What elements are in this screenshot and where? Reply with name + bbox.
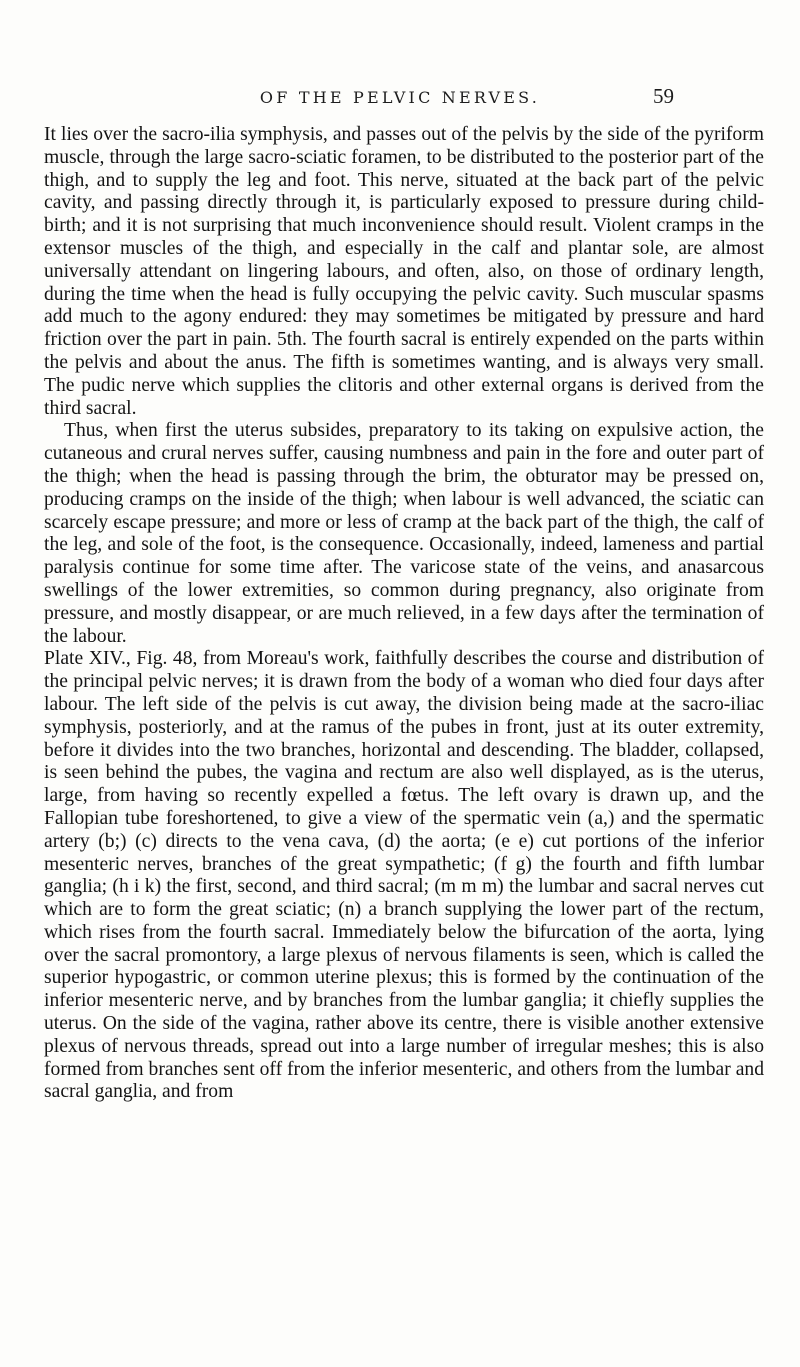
running-head: OF THE PELVIC NERVES. — [259, 88, 541, 107]
body-text — [44, 124, 764, 1104]
page-header — [0, 84, 800, 118]
paragraph-3: Plate XIV., Fig. 48, from Moreau's work, faithfully describes the course and distribution of the principal pelvic nerves; it is drawn from the body of a woman who died four days after labour. The left side of the pelvis is cut away, the division being made at the sacro-iliac symphysis, posteriorly, and at the ramus of the pubes in front, just at its outer extremity, before it divides into the two branches, horizontal and descending. The bladder, collapsed, is seen behind the pubes, the vagina and rectum are also well displayed, as is the uterus, large, from having so recently expelled a fœtus. The left ovary is drawn up, and the Fallopian tube foreshortened, to give a view of the spermatic vein (a,) and the spermatic artery (b;) (c) directs to the vena cava, (d) the aorta; (e e) cut portions of the inferior mesenteric nerves, branches of the great sympathetic; (f g) the fourth and fifth lumbar ganglia; (h i k) the first, second, and third sacral; (m m m) the lumbar and sacral nerves cut which are to form the great sciatic; (n) a branch supplying the lower part of the rectum, which rises from the fourth sacral. Immediately below the bifurcation of the aorta, lying over the sacral promontory, a large plexus of nervous filaments is seen, which is called the superior hypogastric, or common uterine plexus; this is formed by the continuation of the inferior mesenteric nerve, and by branches from the lumbar ganglia; it chiefly supplies the uterus. On the side of the vagina, rather above its centre, there is visible another extensive plexus of nervous threads, spread out into a large number of irregular meshes; this is also formed from branches sent off from the inferior mesenteric, and others from the lumbar and sacral ganglia, and from — [44, 648, 764, 1103]
paragraph-2: Thus, when first the uterus subsides, preparatory to its taking on expulsive action, the cutaneous and crural nerves suffer, causing numbness and pain in the fore and outer part of the thigh; when the head is passing through the brim, the obturator may be pressed on, producing cramps on the inside of the thigh; when labour is well advanced, the sciatic can scarcely escape pressure; and more or less of cramp at the back part of the thigh, the calf of the leg, and sole of the foot, is the consequence. Occasionally, indeed, lameness and partial paralysis continue for some time after. The varicose state of the veins, and anasarcous swellings of the lower extremities, so common during pregnancy, also originate from pressure, and mostly disappear, or are much relieved, in a few days after the termination of the labour. — [44, 420, 764, 647]
page-number: 59 — [653, 84, 674, 108]
paragraph-1: It lies over the sacro-ilia symphysis, and passes out of the pelvis by the side of the pyriform muscle, through the large sacro-sciatic foramen, to be distributed to the posterior part of the thigh, and to supply the leg and foot. This nerve, situated at the back part of the pelvic cavity, and passing directly through it, is particularly exposed to pressure during child-birth; and it is not surprising that much inconvenience should result. Violent cramps in the extensor muscles of the thigh, and especially in the calf and plantar sole, are almost universally attendant on lingering labours, and often, also, on those of ordinary length, during the time when the head is fully occupying the pelvic cavity. Such muscular spasms add much to the agony endured: they may sometimes be mitigated by pressure and hard friction over the part in pain. 5th. The fourth sacral is entirely expended on the parts within the pelvis and about the anus. The fifth is sometimes wanting, and is always very small. The pudic nerve which supplies the clitoris and other external organs is derived from the third sacral. — [44, 124, 764, 419]
